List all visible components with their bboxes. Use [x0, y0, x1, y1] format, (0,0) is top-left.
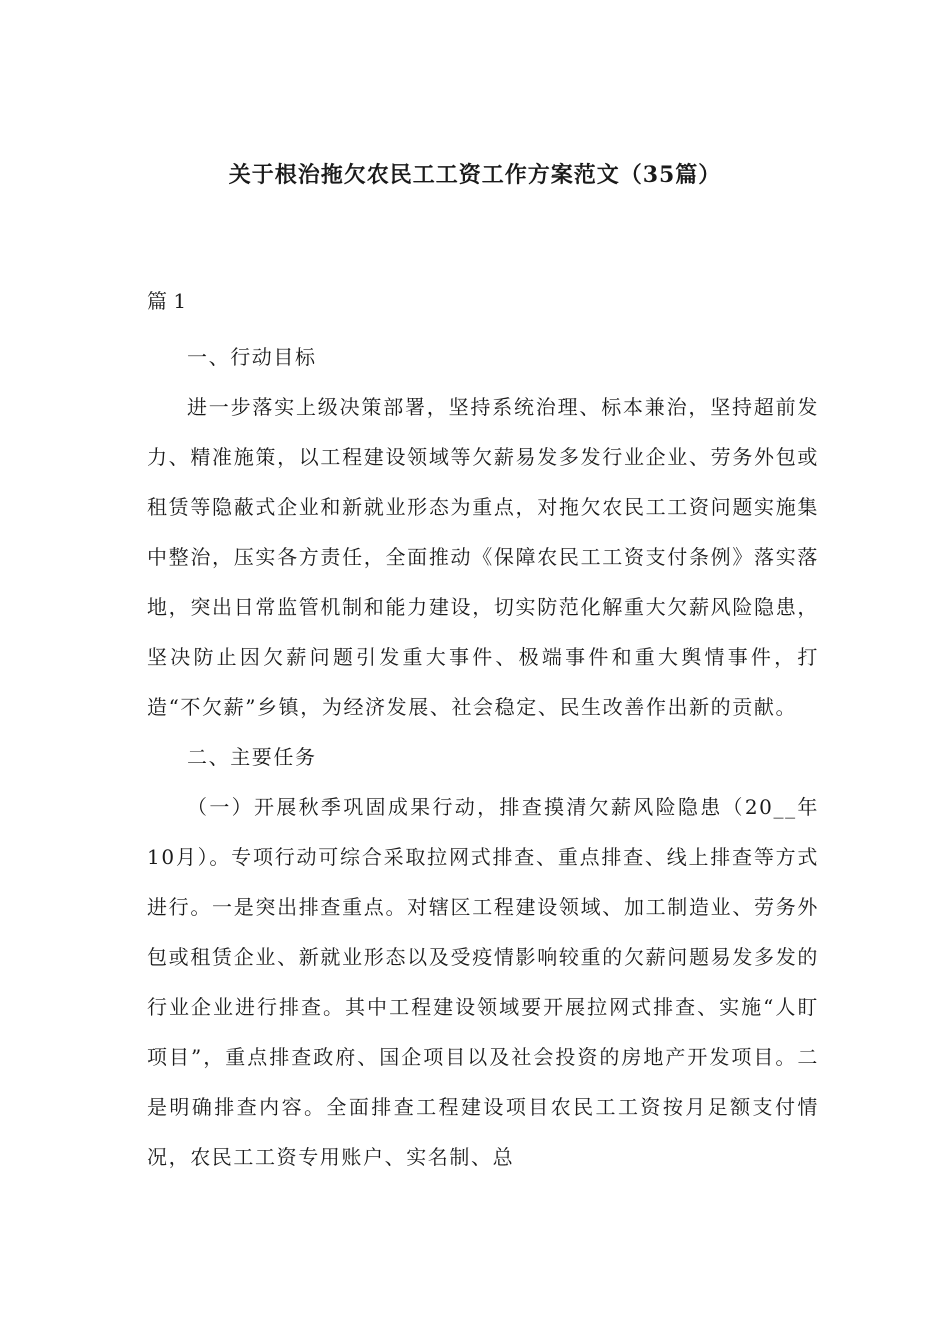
document-title: 关于根治拖欠农民工工资工作方案范文（35篇）	[228, 162, 722, 188]
paragraph-goals: 进一步落实上级决策部署，坚持系统治理、标本兼治，坚持超前发力、精准施策，以工程建设领域等欠薪易发多发行业企业、劳务外包或租赁等隐蔽式企业和新就业形态为重点，对拖欠农民工工资问题实施集中整治，压实各方责任，全面推动《保障农民工工资支付条例》落实落地，突出日常监管机制和能力建设，切实防范化解重大欠薪风险隐患，坚决防止因欠薪问题引发重大事件、极端事件和重大舆情事件，打造“不欠薪”乡镇，为经济发展、社会稳定、民生改善作出新的贡献。	[147, 395, 819, 719]
paragraph-tasks: （一）开展秋季巩固成果行动，排查摸清欠薪风险隐患（20__年10月）。专项行动可综合采取拉网式排查、重点排查、线上排查等方式进行。一是突出排查重点。对辖区工程建设领域、加工制造业、劳务外包或租赁企业、新就业形态以及受疫情影响较重的欠薪问题易发多发的行业企业进行排查。其中工程建设领域要开展拉网式排查、实施“人盯项目”，重点排查政府、国企项目以及社会投资的房地产开发项目。二是明确排查内容。全面排查工程建设项目农民工工资按月足额支付情况，农民工工资专用账户、实名制、总	[147, 795, 819, 1169]
document-body	[147, 332, 819, 1182]
chapter-label: 篇 1	[147, 289, 187, 313]
section-heading-tasks: 二、主要任务	[187, 745, 317, 769]
section-heading-goals: 一、行动目标	[187, 345, 317, 369]
